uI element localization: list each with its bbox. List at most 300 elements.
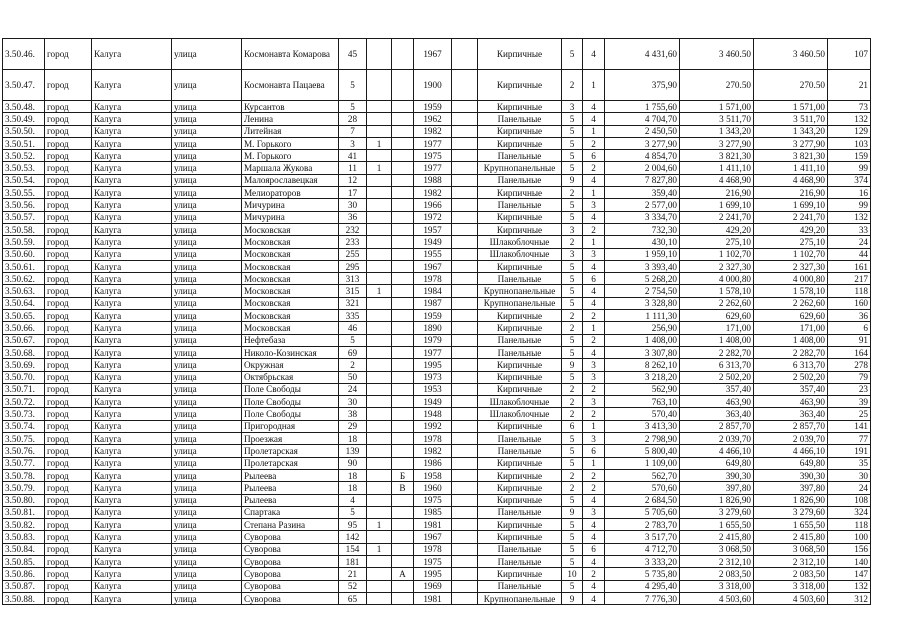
cell-year-built: 1975 — [414, 150, 452, 162]
cell-building-number — [367, 334, 392, 346]
cell-extra-col — [452, 137, 478, 149]
cell-street-name: Московская — [242, 260, 339, 272]
cell-floors: 5 — [562, 150, 583, 162]
cell-house-number: 5 — [339, 101, 367, 113]
cell-street-type: улица — [172, 469, 242, 481]
cell-settlement-type: город — [45, 543, 92, 555]
cell-floors: 5 — [562, 346, 583, 358]
cell-residential-area: 363,40 — [754, 408, 828, 420]
cell-floors: 5 — [562, 445, 583, 457]
cell-row-number: 3.50.59. — [3, 236, 45, 248]
cell-letter — [392, 396, 414, 408]
cell-living-area: 1 655,50 — [680, 519, 754, 531]
table-row — [3, 174, 871, 186]
cell-building-number — [367, 236, 392, 248]
cell-wall-material: Кирпичные — [478, 223, 562, 235]
cell-entrances: 2 — [583, 469, 605, 481]
cell-year-built: 1973 — [414, 371, 452, 383]
cell-settlement-type: город — [45, 408, 92, 420]
cell-entrances: 4 — [583, 531, 605, 543]
cell-row-number: 3.50.65. — [3, 310, 45, 322]
cell-residential-area: 3 068,50 — [754, 543, 828, 555]
cell-year-built: 1953 — [414, 383, 452, 395]
cell-entrances: 1 — [583, 457, 605, 469]
cell-floors: 5 — [562, 519, 583, 531]
cell-floors: 5 — [562, 273, 583, 285]
cell-settlement-type: город — [45, 519, 92, 531]
cell-street-type: улица — [172, 297, 242, 309]
cell-letter — [392, 543, 414, 555]
cell-extra-col — [452, 187, 478, 199]
cell-settlement-type: город — [45, 223, 92, 235]
cell-total-area: 4 712,70 — [605, 543, 680, 555]
cell-settlement-type: город — [45, 162, 92, 174]
cell-street-type: улица — [172, 506, 242, 518]
cell-street-name: Космонавта Комарова — [242, 39, 339, 70]
table-row — [3, 445, 871, 457]
cell-building-number: 1 — [367, 543, 392, 555]
cell-residential-area: 1 102,70 — [754, 248, 828, 260]
cell-letter — [392, 162, 414, 174]
cell-row-number: 3.50.81. — [3, 506, 45, 518]
cell-street-type: улица — [172, 396, 242, 408]
cell-floors: 2 — [562, 383, 583, 395]
cell-living-area: 3 277,90 — [680, 137, 754, 149]
cell-residential-area: 4 466,10 — [754, 445, 828, 457]
cell-extra-col — [452, 322, 478, 334]
cell-letter — [392, 125, 414, 137]
cell-settlement-type: город — [45, 396, 92, 408]
cell-street-name: М. Горького — [242, 137, 339, 149]
cell-house-number: 36 — [339, 211, 367, 223]
cell-residents: 21 — [828, 70, 871, 101]
table-row — [3, 125, 871, 137]
cell-settlement-name: Калуга — [92, 592, 172, 604]
cell-entrances: 4 — [583, 260, 605, 272]
cell-letter — [392, 260, 414, 272]
table-row — [3, 543, 871, 555]
cell-building-number — [367, 39, 392, 70]
cell-street-type: улица — [172, 211, 242, 223]
cell-living-area: 1 578,10 — [680, 285, 754, 297]
cell-street-name: Поле Свободы — [242, 383, 339, 395]
table-row — [3, 236, 871, 248]
cell-building-number — [367, 248, 392, 260]
cell-letter — [392, 101, 414, 113]
cell-settlement-type: город — [45, 101, 92, 113]
cell-wall-material: Кирпичные — [478, 310, 562, 322]
cell-floors: 2 — [562, 408, 583, 420]
cell-row-number: 3.50.49. — [3, 113, 45, 125]
cell-total-area: 1 755,60 — [605, 101, 680, 113]
cell-living-area: 1 343,20 — [680, 125, 754, 137]
cell-wall-material: Кирпичные — [478, 482, 562, 494]
cell-letter — [392, 359, 414, 371]
cell-settlement-type: город — [45, 555, 92, 567]
cell-settlement-type: город — [45, 383, 92, 395]
cell-row-number: 3.50.48. — [3, 101, 45, 113]
cell-street-name: Московская — [242, 297, 339, 309]
cell-total-area: 5 800,40 — [605, 445, 680, 457]
cell-wall-material: Кирпичные — [478, 420, 562, 432]
cell-year-built: 1955 — [414, 248, 452, 260]
cell-row-number: 3.50.52. — [3, 150, 45, 162]
cell-house-number: 65 — [339, 592, 367, 604]
table-row — [3, 137, 871, 149]
cell-letter — [392, 248, 414, 260]
cell-residents: 24 — [828, 482, 871, 494]
cell-year-built: 1986 — [414, 457, 452, 469]
cell-letter — [392, 273, 414, 285]
cell-entrances: 3 — [583, 433, 605, 445]
cell-extra-col — [452, 174, 478, 186]
cell-year-built: 1959 — [414, 101, 452, 113]
cell-residential-area: 2 241,70 — [754, 211, 828, 223]
table-row — [3, 396, 871, 408]
cell-residential-area: 2 857,70 — [754, 420, 828, 432]
cell-total-area: 2 783,70 — [605, 519, 680, 531]
cell-row-number: 3.50.57. — [3, 211, 45, 223]
cell-residents: 118 — [828, 285, 871, 297]
cell-residential-area: 2 502,20 — [754, 371, 828, 383]
cell-total-area: 256,90 — [605, 322, 680, 334]
cell-street-type: улица — [172, 162, 242, 174]
table-row — [3, 531, 871, 543]
cell-letter — [392, 445, 414, 457]
cell-wall-material: Шлакоблочные — [478, 248, 562, 260]
cell-house-number: 69 — [339, 346, 367, 358]
cell-living-area: 1 571,00 — [680, 101, 754, 113]
cell-settlement-type: город — [45, 482, 92, 494]
table-row — [3, 322, 871, 334]
cell-floors: 5 — [562, 39, 583, 70]
housing-registry-table — [2, 38, 871, 605]
cell-settlement-name: Калуга — [92, 433, 172, 445]
cell-floors: 5 — [562, 494, 583, 506]
table-row — [3, 187, 871, 199]
cell-street-type: улица — [172, 580, 242, 592]
cell-living-area: 390,30 — [680, 469, 754, 481]
cell-year-built: 1995 — [414, 359, 452, 371]
cell-settlement-name: Калуга — [92, 211, 172, 223]
table-row — [3, 297, 871, 309]
cell-building-number — [367, 408, 392, 420]
cell-year-built: 1962 — [414, 113, 452, 125]
cell-building-number — [367, 113, 392, 125]
cell-living-area: 2 502,20 — [680, 371, 754, 383]
cell-letter — [392, 383, 414, 395]
cell-floors: 5 — [562, 334, 583, 346]
cell-year-built: 1992 — [414, 420, 452, 432]
cell-residential-area: 275,10 — [754, 236, 828, 248]
cell-residents: 35 — [828, 457, 871, 469]
cell-house-number: 7 — [339, 125, 367, 137]
cell-street-name: Пролетарская — [242, 445, 339, 457]
cell-street-name: Поле Свободы — [242, 396, 339, 408]
cell-year-built: 1949 — [414, 396, 452, 408]
cell-house-number: 90 — [339, 457, 367, 469]
cell-settlement-name: Калуга — [92, 310, 172, 322]
cell-house-number: 50 — [339, 371, 367, 383]
cell-row-number: 3.50.69. — [3, 359, 45, 371]
cell-settlement-name: Калуга — [92, 580, 172, 592]
cell-entrances: 1 — [583, 236, 605, 248]
cell-settlement-name: Калуга — [92, 101, 172, 113]
cell-living-area: 216,90 — [680, 187, 754, 199]
cell-total-area: 4 431,60 — [605, 39, 680, 70]
cell-row-number: 3.50.71. — [3, 383, 45, 395]
cell-total-area: 3 218,20 — [605, 371, 680, 383]
cell-settlement-name: Калуга — [92, 568, 172, 580]
cell-floors: 5 — [562, 285, 583, 297]
cell-settlement-name: Калуга — [92, 113, 172, 125]
cell-total-area: 1 408,00 — [605, 334, 680, 346]
cell-extra-col — [452, 457, 478, 469]
cell-building-number — [367, 101, 392, 113]
cell-living-area: 629,60 — [680, 310, 754, 322]
cell-building-number — [367, 150, 392, 162]
cell-residential-area: 3 821,30 — [754, 150, 828, 162]
cell-settlement-type: город — [45, 445, 92, 457]
cell-street-name: Суворова — [242, 543, 339, 555]
cell-total-area: 4 704,70 — [605, 113, 680, 125]
cell-year-built: 1977 — [414, 346, 452, 358]
cell-settlement-type: город — [45, 113, 92, 125]
cell-residents: 25 — [828, 408, 871, 420]
cell-settlement-name: Калуга — [92, 273, 172, 285]
cell-wall-material: Панельные — [478, 334, 562, 346]
cell-settlement-type: город — [45, 531, 92, 543]
cell-entrances: 2 — [583, 482, 605, 494]
table-row — [3, 101, 871, 113]
cell-floors: 5 — [562, 371, 583, 383]
cell-residents: 100 — [828, 531, 871, 543]
cell-row-number: 3.50.61. — [3, 260, 45, 272]
cell-building-number — [367, 174, 392, 186]
cell-house-number: 95 — [339, 519, 367, 531]
cell-street-type: улица — [172, 137, 242, 149]
cell-year-built: 1979 — [414, 334, 452, 346]
cell-settlement-type: город — [45, 273, 92, 285]
cell-extra-col — [452, 211, 478, 223]
cell-street-type: улица — [172, 482, 242, 494]
cell-year-built: 1984 — [414, 285, 452, 297]
cell-total-area: 1 111,30 — [605, 310, 680, 322]
cell-extra-col — [452, 125, 478, 137]
cell-wall-material: Кирпичные — [478, 494, 562, 506]
cell-wall-material: Панельные — [478, 433, 562, 445]
cell-street-type: улица — [172, 236, 242, 248]
cell-extra-col — [452, 592, 478, 604]
table-row — [3, 285, 871, 297]
cell-total-area: 5 705,60 — [605, 506, 680, 518]
cell-living-area: 4 468,90 — [680, 174, 754, 186]
cell-street-name: Спартака — [242, 506, 339, 518]
cell-settlement-type: город — [45, 506, 92, 518]
cell-floors: 5 — [562, 162, 583, 174]
cell-row-number: 3.50.70. — [3, 371, 45, 383]
cell-living-area: 3 511,70 — [680, 113, 754, 125]
cell-building-number — [367, 383, 392, 395]
cell-total-area: 5 735,80 — [605, 568, 680, 580]
cell-extra-col — [452, 310, 478, 322]
cell-residential-area: 1 408,00 — [754, 334, 828, 346]
cell-entrances: 4 — [583, 211, 605, 223]
cell-house-number: 18 — [339, 482, 367, 494]
cell-entrances: 6 — [583, 445, 605, 457]
cell-entrances: 1 — [583, 420, 605, 432]
cell-wall-material: Кирпичные — [478, 211, 562, 223]
cell-residential-area: 171,00 — [754, 322, 828, 334]
table-row — [3, 359, 871, 371]
cell-building-number — [367, 580, 392, 592]
cell-residential-area: 397,80 — [754, 482, 828, 494]
cell-building-number — [367, 322, 392, 334]
cell-row-number: 3.50.83. — [3, 531, 45, 543]
cell-row-number: 3.50.64. — [3, 297, 45, 309]
cell-building-number — [367, 273, 392, 285]
cell-row-number: 3.50.84. — [3, 543, 45, 555]
cell-settlement-type: город — [45, 580, 92, 592]
cell-house-number: 335 — [339, 310, 367, 322]
cell-settlement-name: Калуга — [92, 383, 172, 395]
cell-row-number: 3.50.87. — [3, 580, 45, 592]
cell-living-area: 2 262,60 — [680, 297, 754, 309]
cell-residential-area: 3 279,60 — [754, 506, 828, 518]
cell-row-number: 3.50.47. — [3, 70, 45, 101]
cell-wall-material: Кирпичные — [478, 469, 562, 481]
cell-total-area: 3 334,70 — [605, 211, 680, 223]
cell-street-type: улица — [172, 445, 242, 457]
cell-year-built: 1982 — [414, 125, 452, 137]
cell-building-number — [367, 125, 392, 137]
cell-total-area: 2 798,90 — [605, 433, 680, 445]
cell-row-number: 3.50.66. — [3, 322, 45, 334]
cell-letter — [392, 506, 414, 518]
cell-residents: 33 — [828, 223, 871, 235]
cell-entrances: 3 — [583, 359, 605, 371]
cell-residents: 77 — [828, 433, 871, 445]
cell-settlement-type: город — [45, 346, 92, 358]
cell-residents: 191 — [828, 445, 871, 457]
cell-floors: 9 — [562, 506, 583, 518]
cell-letter — [392, 174, 414, 186]
cell-street-type: улица — [172, 187, 242, 199]
cell-total-area: 3 413,30 — [605, 420, 680, 432]
cell-year-built: 1981 — [414, 592, 452, 604]
cell-street-type: улица — [172, 408, 242, 420]
cell-street-type: улица — [172, 101, 242, 113]
cell-settlement-name: Калуга — [92, 162, 172, 174]
cell-residents: 99 — [828, 199, 871, 211]
cell-house-number: 24 — [339, 383, 367, 395]
cell-total-area: 3 307,80 — [605, 346, 680, 358]
cell-wall-material: Панельные — [478, 174, 562, 186]
cell-year-built: 1975 — [414, 555, 452, 567]
cell-residents: 312 — [828, 592, 871, 604]
table-row — [3, 469, 871, 481]
cell-letter: Б — [392, 469, 414, 481]
cell-settlement-type: город — [45, 359, 92, 371]
cell-street-type: улица — [172, 371, 242, 383]
cell-year-built: 1959 — [414, 310, 452, 322]
cell-settlement-name: Калуга — [92, 494, 172, 506]
cell-floors: 5 — [562, 555, 583, 567]
cell-total-area: 562,90 — [605, 383, 680, 395]
cell-total-area: 3 517,70 — [605, 531, 680, 543]
cell-total-area: 7 827,80 — [605, 174, 680, 186]
cell-settlement-name: Калуга — [92, 260, 172, 272]
cell-entrances: 4 — [583, 113, 605, 125]
cell-living-area: 2 857,70 — [680, 420, 754, 432]
cell-settlement-type: город — [45, 285, 92, 297]
cell-living-area: 649,80 — [680, 457, 754, 469]
cell-letter: А — [392, 568, 414, 580]
cell-total-area: 4 295,40 — [605, 580, 680, 592]
cell-residential-area: 1 699,10 — [754, 199, 828, 211]
cell-residents: 374 — [828, 174, 871, 186]
cell-living-area: 2 039,70 — [680, 433, 754, 445]
cell-settlement-name: Калуга — [92, 519, 172, 531]
cell-extra-col — [452, 248, 478, 260]
cell-building-number — [367, 555, 392, 567]
table-row — [3, 555, 871, 567]
cell-house-number: 30 — [339, 199, 367, 211]
cell-house-number: 5 — [339, 506, 367, 518]
table-row — [3, 494, 871, 506]
cell-wall-material: Панельные — [478, 555, 562, 567]
cell-entrances: 4 — [583, 174, 605, 186]
cell-total-area: 763,10 — [605, 396, 680, 408]
cell-entrances: 4 — [583, 519, 605, 531]
cell-street-name: Проезжая — [242, 433, 339, 445]
cell-wall-material: Панельные — [478, 273, 562, 285]
cell-street-name: Степана Разина — [242, 519, 339, 531]
cell-settlement-name: Калуга — [92, 174, 172, 186]
cell-total-area: 570,40 — [605, 408, 680, 420]
cell-residential-area: 1 826,90 — [754, 494, 828, 506]
cell-building-number — [367, 445, 392, 457]
cell-residential-area: 216,90 — [754, 187, 828, 199]
cell-floors: 2 — [562, 322, 583, 334]
cell-street-type: улица — [172, 383, 242, 395]
cell-entrances: 4 — [583, 494, 605, 506]
cell-extra-col — [452, 383, 478, 395]
cell-house-number: 4 — [339, 494, 367, 506]
table-row — [3, 199, 871, 211]
table-row — [3, 519, 871, 531]
table-row — [3, 592, 871, 604]
cell-year-built: 1967 — [414, 531, 452, 543]
cell-floors: 5 — [562, 211, 583, 223]
cell-extra-col — [452, 371, 478, 383]
cell-house-number: 321 — [339, 297, 367, 309]
cell-letter — [392, 285, 414, 297]
cell-total-area: 3 328,80 — [605, 297, 680, 309]
cell-street-type: улица — [172, 70, 242, 101]
cell-row-number: 3.50.50. — [3, 125, 45, 137]
cell-entrances: 4 — [583, 285, 605, 297]
cell-residential-area: 429,20 — [754, 223, 828, 235]
cell-street-type: улица — [172, 174, 242, 186]
cell-street-type: улица — [172, 260, 242, 272]
cell-residential-area: 3 460.50 — [754, 39, 828, 70]
cell-extra-col — [452, 39, 478, 70]
cell-street-type: улица — [172, 568, 242, 580]
cell-house-number: 45 — [339, 39, 367, 70]
cell-extra-col — [452, 555, 478, 567]
cell-residents: 160 — [828, 297, 871, 309]
